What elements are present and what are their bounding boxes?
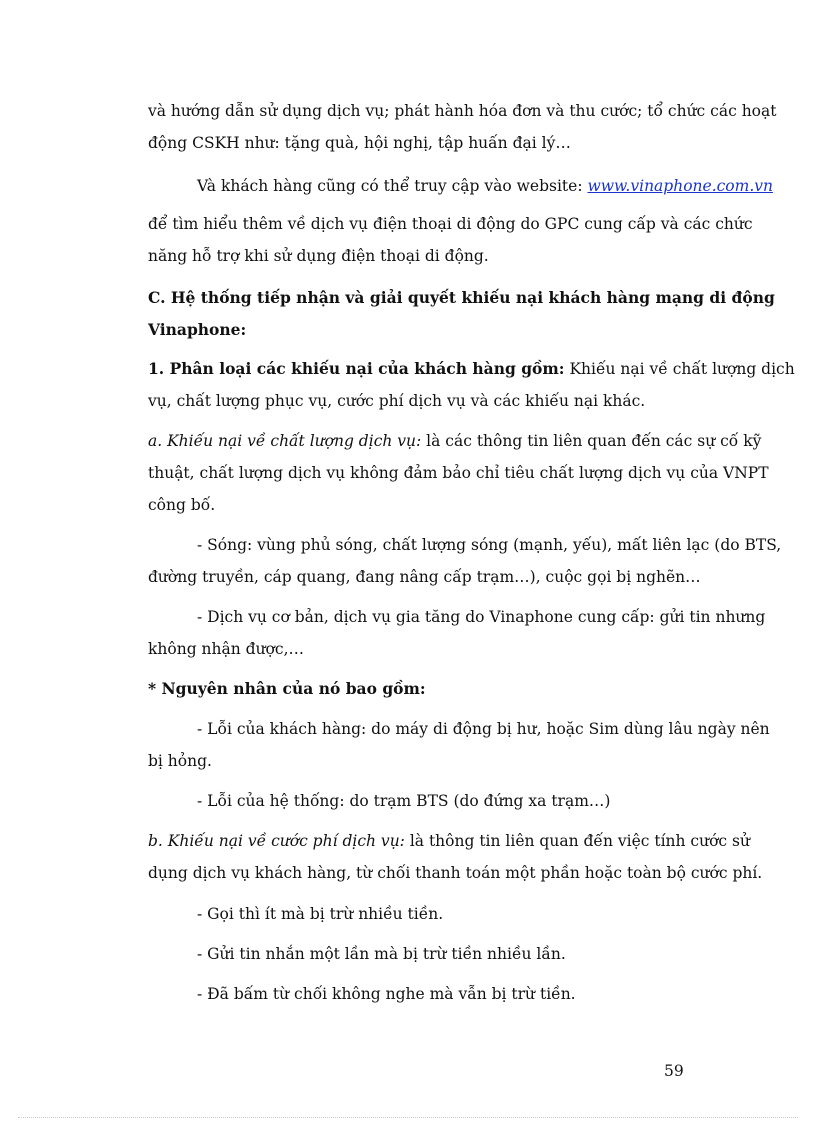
list-item: - Gọi thì ít mà bị trừ nhiều tiền. bbox=[197, 905, 444, 923]
paragraph-text: Khiếu nại về chất lượng dịch bbox=[564, 360, 795, 378]
list-item-continued: đường truyền, cáp quang, đang nâng cấp trạm…), cuộc gọi bị nghẽn… bbox=[148, 568, 701, 586]
paragraph-line: để tìm hiểu thêm về dịch vụ điện thoại di động do GPC cung cấp và các chức bbox=[148, 215, 753, 233]
paragraph-line: động CSKH như: tặng quà, hội nghị, tập huấn đại lý… bbox=[148, 134, 571, 152]
paragraph-line: và hướng dẫn sử dụng dịch vụ; phát hành hóa đơn và thu cước; tổ chức các hoạt bbox=[148, 102, 777, 120]
list-item-continued: không nhận được,… bbox=[148, 640, 304, 658]
paragraph-line: năng hỗ trợ khi sử dụng điện thoại di động. bbox=[148, 247, 489, 265]
section-heading: Vinaphone: bbox=[148, 320, 247, 339]
subsection-title: 1. Phân loại các khiếu nại của khách hàng gồm: bbox=[148, 359, 565, 378]
paragraph-line bbox=[148, 831, 750, 851]
paragraph-line bbox=[148, 359, 795, 379]
paragraph-line: dụng dịch vụ khách hàng, từ chối thanh toán một phần hoặc toàn bộ cước phí. bbox=[148, 864, 763, 882]
paragraph-line bbox=[197, 176, 773, 196]
paragraph-text: là các thông tin liên quan đến các sự cố kỹ bbox=[421, 432, 762, 450]
paragraph-text: Và khách hàng cũng có thể truy cập vào website: bbox=[197, 177, 588, 195]
list-item: - Sóng: vùng phủ sóng, chất lượng sóng (mạnh, yếu), mất liên lạc (do BTS, bbox=[197, 536, 782, 554]
page-number: 59 bbox=[664, 1062, 684, 1080]
list-item: - Dịch vụ cơ bản, dịch vụ gia tăng do Vinaphone cung cấp: gửi tin nhưng bbox=[197, 608, 766, 626]
paragraph-text: là thông tin liên quan đến việc tính cước sử bbox=[404, 832, 750, 850]
paragraph-line: công bố. bbox=[148, 496, 216, 514]
cause-heading: * Nguyên nhân của nó bao gồm: bbox=[148, 679, 426, 698]
paragraph-line bbox=[148, 431, 762, 451]
subsection-title: b. Khiếu nại về cước phí dịch vụ: bbox=[148, 832, 405, 850]
list-item: - Lỗi của hệ thống: do trạm BTS (do đứng xa trạm…) bbox=[197, 792, 611, 810]
list-item: - Gửi tin nhắn một lần mà bị trừ tiền nhiều lần. bbox=[197, 945, 566, 963]
website-link[interactable]: www.vinaphone.com.vn bbox=[587, 177, 773, 195]
section-heading: C. Hệ thống tiếp nhận và giải quyết khiếu nại khách hàng mạng di động bbox=[148, 288, 775, 307]
paragraph-line: thuật, chất lượng dịch vụ không đảm bảo chỉ tiêu chất lượng dịch vụ của VNPT bbox=[148, 464, 769, 482]
list-item: - Đã bấm từ chối không nghe mà vẫn bị trừ tiền. bbox=[197, 985, 576, 1003]
list-item-continued: bị hỏng. bbox=[148, 752, 212, 770]
subsection-title: a. Khiếu nại về chất lượng dịch vụ: bbox=[148, 432, 422, 450]
footer-divider bbox=[18, 1117, 798, 1118]
list-item: - Lỗi của khách hàng: do máy di động bị hư, hoặc Sim dùng lâu ngày nên bbox=[197, 720, 770, 738]
paragraph-line: vụ, chất lượng phục vụ, cước phí dịch vụ và các khiếu nại khác. bbox=[148, 392, 646, 410]
